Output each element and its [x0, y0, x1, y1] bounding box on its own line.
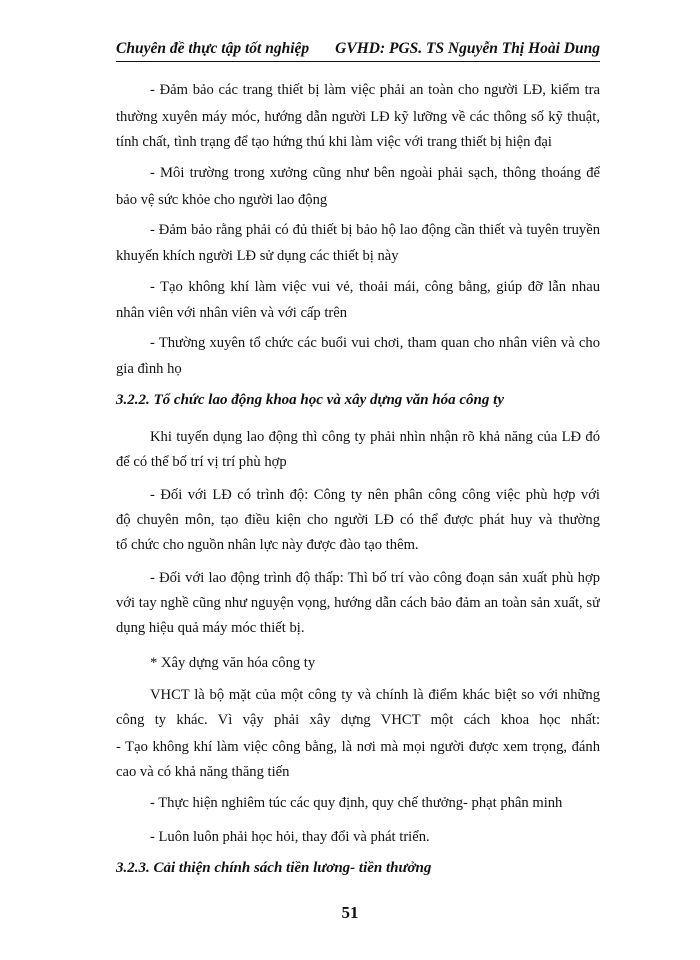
- paragraph-line: * Xây dựng văn hóa công ty: [150, 655, 316, 671]
- paragraph-line: Khi tuyển dụng lao động thì công ty phải nhìn nhận rõ khả năng của LĐ đó: [150, 429, 600, 445]
- paragraph-line: - Đối với lao động trình độ thấp: Thì bố trí vào công đoạn sản xuất phù hợp: [150, 570, 600, 586]
- paragraph-line: VHCT là bộ mặt của một công ty và chính là điểm khác biệt so với những: [150, 687, 600, 703]
- paragraph-line: - Luôn luôn phải học hỏi, thay đổi và phát triển.: [150, 829, 430, 845]
- paragraph-line: - Thường xuyên tổ chức các buổi vui chơi, tham quan cho nhân viên và cho: [150, 335, 600, 351]
- paragraph-line: nhân viên với nhân viên và với cấp trên: [116, 305, 348, 321]
- paragraph-line: - Tạo không khí làm việc vui vẻ, thoải mái, công bằng, giúp đỡ lẫn nhau: [150, 279, 600, 295]
- paragraph-line: với tay nghề cũng như nguyện vọng, hướng dẫn cách bảo đảm an toàn sản xuất, sử: [116, 595, 600, 611]
- paragraph-line: cao và có khả năng thăng tiến: [116, 764, 290, 780]
- paragraph-line: - Đảm bảo các trang thiết bị làm việc phải an toàn cho người LĐ, kiểm tra: [150, 82, 600, 98]
- page-number: 51: [341, 903, 359, 922]
- paragraph-line: tính chất, tình trạng để tạo hứng thú khi làm việc với trang thiết bị hiện đại: [116, 134, 552, 150]
- paragraph-line: để có thể bố trí vị trí phù hợp: [116, 454, 287, 470]
- running-header-supervisor: GVHD: PGS. TS Nguyễn Thị Hoài Dung: [335, 40, 600, 57]
- paragraph-line: - Môi trường trong xưởng cũng như bên ngoài phải sạch, thông thoáng để: [150, 165, 600, 181]
- paragraph-line: công ty khác. Vì vậy phải xây dựng VHCT một cách khoa học nhất:: [116, 712, 600, 728]
- paragraph-line: - Tạo không khí làm việc công bằng, là nơi mà mọi người được xem trọng, đánh: [116, 739, 600, 755]
- paragraph-line: khuyến khích người LĐ sử dụng các thiết bị này: [116, 248, 399, 264]
- running-header-title: Chuyên đề thực tập tốt nghiệp: [116, 40, 310, 57]
- paragraph-line: thường xuyên máy móc, hướng dẫn người LĐ kỹ lưỡng về các thông số kỹ thuật,: [116, 109, 600, 125]
- paragraph-line: gia đình họ: [116, 361, 182, 377]
- paragraph-line: - Đối với LĐ có trình độ: Công ty nên phân công công việc phù hợp với: [150, 487, 600, 503]
- paragraph-line: - Thực hiện nghiêm túc các quy định, quy chế thưởng- phạt phân minh: [150, 795, 563, 811]
- paragraph-line: - Đảm bảo rằng phải có đủ thiết bị bảo hộ lao động cần thiết và tuyên truyền: [150, 222, 600, 238]
- section-heading: 3.2.3. Cải thiện chính sách tiền lương- tiền thưởng: [116, 860, 432, 876]
- paragraph-line: độ chuyên môn, tạo điều kiện cho người LĐ có thể được phát huy và thường: [116, 512, 600, 528]
- paragraph-line: dụng hiệu quả máy móc thiết bị.: [116, 620, 305, 636]
- section-heading: 3.2.2. Tổ chức lao động khoa học và xây dựng văn hóa công ty: [116, 392, 504, 408]
- paragraph-line: tổ chức cho nguồn nhân lực này được đào tạo thêm.: [116, 537, 419, 553]
- header-divider: [116, 61, 600, 62]
- paragraph-line: bảo vệ sức khỏe cho người lao động: [116, 192, 328, 208]
